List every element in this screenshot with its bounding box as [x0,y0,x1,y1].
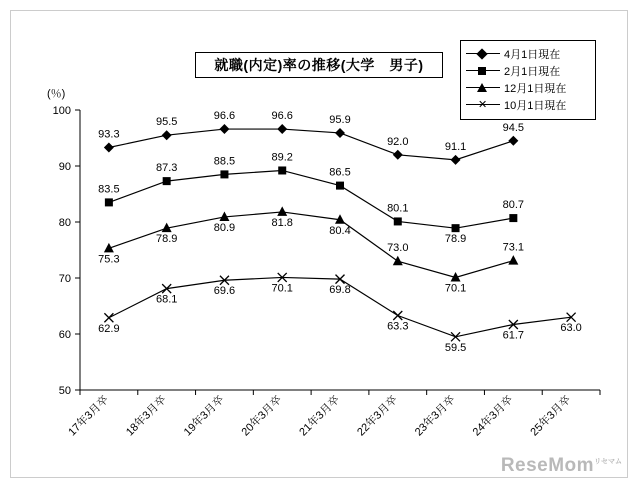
x-tick-label: 20年3月卒 [239,393,285,439]
x-tick-label: 25年3月卒 [528,393,574,439]
data-label: 70.1 [271,282,293,295]
x-tick-label: 24年3月卒 [470,393,516,439]
square-marker-icon [509,214,517,222]
legend-label: 10月1日現在 [504,99,567,112]
data-label: 80.1 [387,202,409,215]
data-label: 92.0 [387,135,409,148]
data-label: 80.7 [502,199,525,212]
x-axis-tick-labels [65,392,573,438]
data-label: 69.6 [213,285,236,298]
square-marker-icon [105,198,113,206]
y-axis-tick-labels [53,105,71,397]
diamond-marker-icon [451,155,461,165]
data-label: 86.5 [329,166,351,179]
data-label: 61.7 [502,329,525,342]
y-tick-label: 80 [58,217,71,229]
legend-label: 2月1日現在 [504,65,561,78]
square-marker-icon [220,170,228,178]
x-marker-icon [393,311,402,320]
data-label: 62.9 [98,322,120,335]
data-label: 63.0 [560,322,582,335]
y-tick-label: 50 [58,385,71,397]
x-tick-label: 22年3月卒 [355,393,400,439]
x-tick-label: 21年3月卒 [297,393,343,439]
data-label: 94.5 [502,121,525,134]
square-marker-icon [336,182,344,190]
data-label: 83.5 [98,183,120,196]
data-label: 63.3 [387,320,409,333]
data-label: 81.8 [271,216,293,229]
data-label: 93.3 [98,128,120,141]
data-label: 59.5 [444,341,467,354]
diamond-marker-icon [508,136,518,146]
diamond-marker-icon [277,124,287,134]
data-label: 80.4 [329,224,351,237]
data-label: 96.6 [271,110,293,123]
data-label: 87.3 [155,162,178,175]
data-label: 95.9 [329,113,351,126]
x-marker-icon [104,313,113,322]
x-marker-icon: ✕ [466,99,500,111]
y-tick-label: 100 [52,105,71,117]
data-label: 70.1 [444,282,467,295]
square-marker-icon [452,224,460,232]
data-label: 80.9 [213,221,236,234]
data-label: 78.9 [155,233,178,246]
watermark: ReseMom$^{リセマム}$ [500,455,622,476]
legend-label: 4月1日現在 [504,48,561,61]
x-tick-label: 19年3月卒 [181,393,227,439]
diamond-marker-icon [162,130,172,140]
data-label: 75.3 [98,253,120,266]
data-label: 96.6 [213,110,236,123]
data-label: 89.2 [271,151,293,164]
data-label: 91.1 [444,140,467,153]
square-marker-icon [278,166,286,174]
x-tick-label: 18年3月卒 [123,393,169,439]
y-tick-label: 90 [58,161,71,173]
data-label: 73.0 [387,242,409,255]
data-label: 78.9 [444,233,467,246]
square-marker-icon [163,177,171,185]
x-tick-label: 23年3月卒 [412,393,458,439]
triangle-marker-icon [277,206,287,216]
data-label: 69.8 [329,284,351,297]
diamond-marker-icon [393,150,403,160]
data-label: 68.1 [155,293,178,306]
diamond-marker-icon [335,128,345,138]
x-tick-label: 17年3月卒 [66,393,112,439]
data-label: 73.1 [502,241,525,254]
chart-title: 就職(内定)率の推移(大学 男子) [195,52,443,78]
diamond-marker-icon [104,143,114,153]
data-label: 88.5 [213,155,236,168]
x-marker-icon [451,332,460,341]
diamond-marker-icon [219,124,229,134]
y-tick-label: 60 [58,329,71,341]
square-marker-icon [394,217,402,225]
triangle-marker-icon [393,256,403,266]
y-tick-label: 70 [58,273,71,285]
triangle-marker-icon [508,255,518,265]
legend-label: 12月1日現在 [504,82,567,95]
y-axis-unit-label: (％) [47,88,66,100]
data-label: 95.5 [155,116,178,129]
